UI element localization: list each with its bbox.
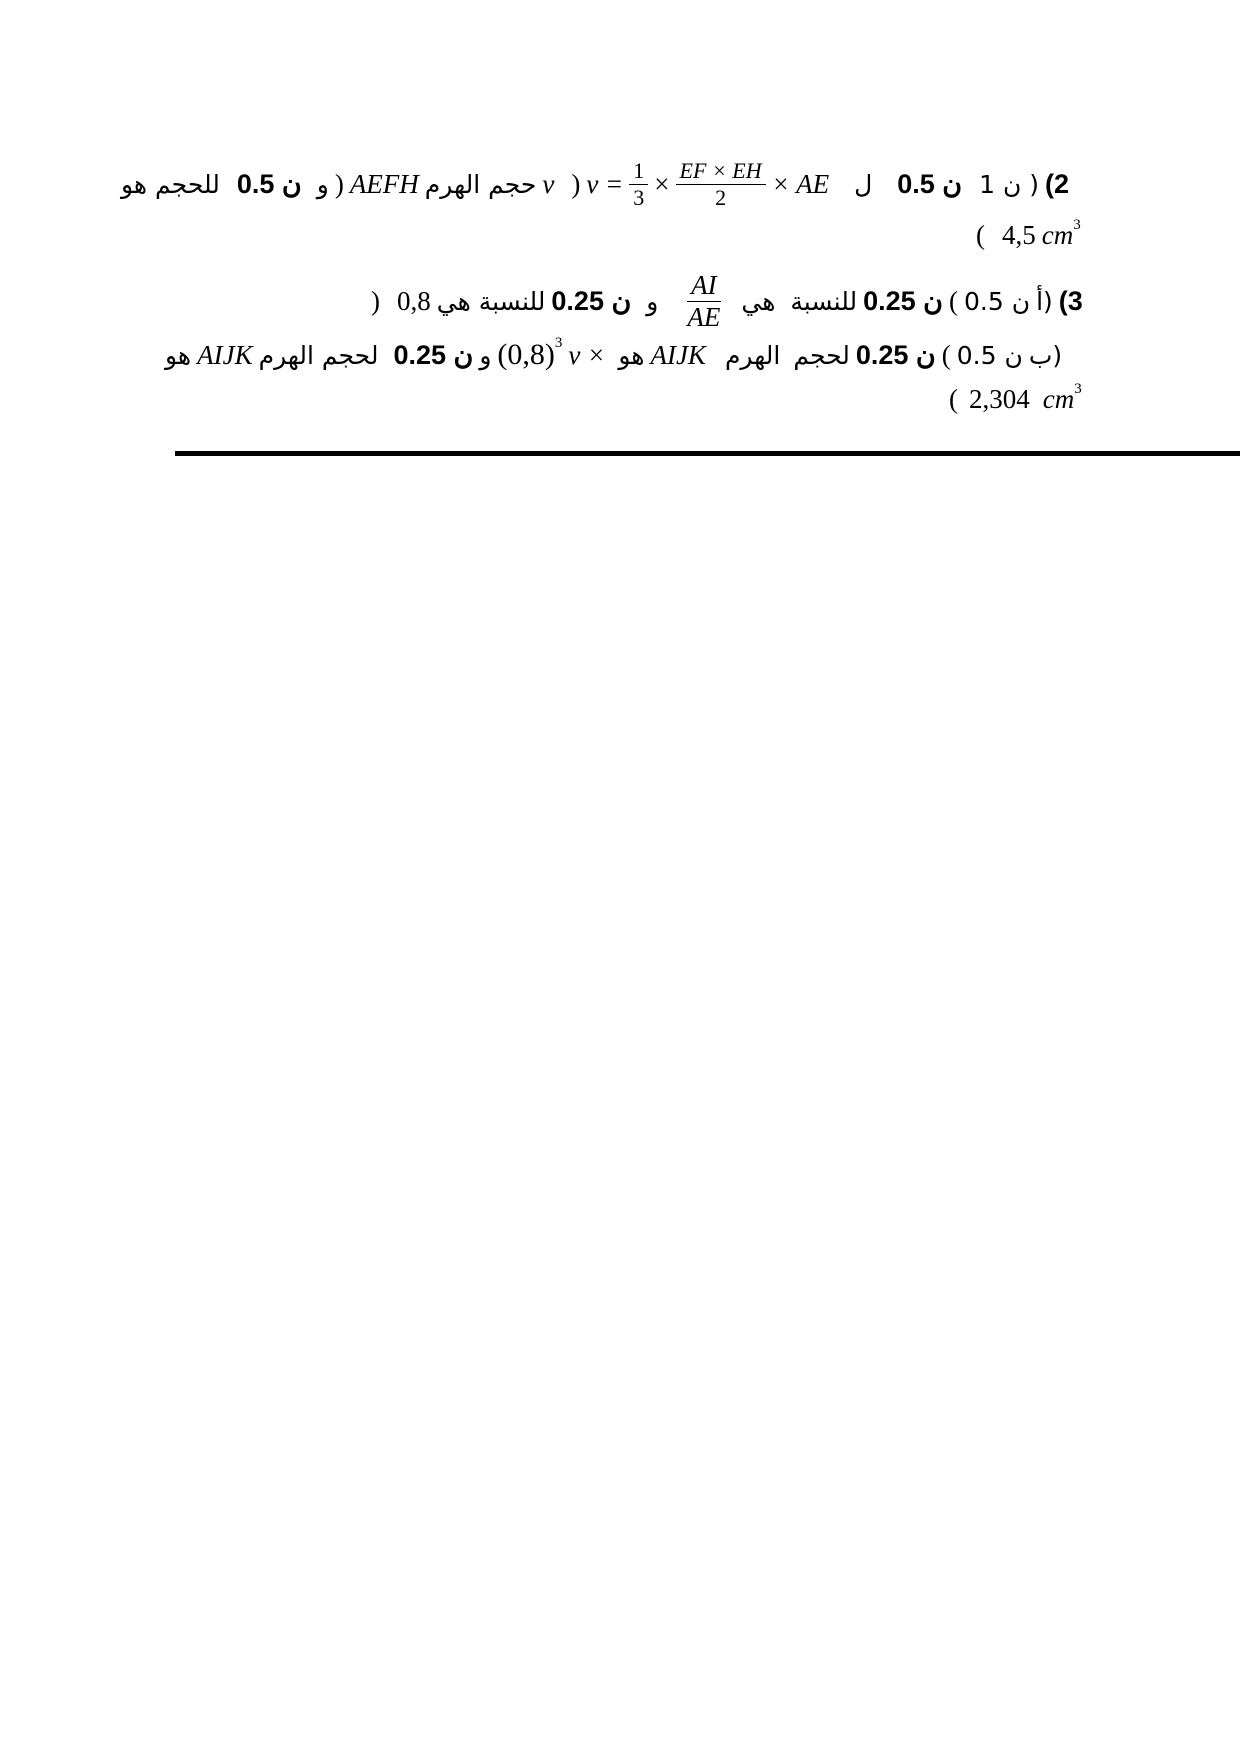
text: )	[371, 286, 380, 316]
text: هو	[165, 340, 192, 370]
section-divider	[175, 451, 1240, 456]
formula: v ×	[568, 339, 606, 370]
text: )	[334, 169, 344, 199]
text: و	[316, 170, 329, 199]
answer-line-2	[118, 160, 1072, 209]
pyramid-name: AIJK	[650, 339, 706, 370]
text: لحجم الهرم	[258, 340, 379, 370]
text: )	[571, 169, 581, 199]
answer-line-3b-result	[946, 381, 1085, 414]
text: للحجم هو	[121, 170, 220, 199]
text: للنسبة هي	[436, 287, 546, 316]
times: ×	[654, 169, 670, 199]
value: 2,304	[969, 384, 1030, 414]
fraction-base-area: $\frac{EF \times EH}{2}$	[676, 160, 766, 209]
points: 0.25 ن	[863, 286, 943, 316]
unit: $cm^3$	[1041, 217, 1081, 250]
question-number: (3	[1058, 286, 1083, 316]
text: 0.5 ن	[963, 287, 1031, 316]
question-number: (2	[1045, 169, 1070, 199]
text: و	[479, 340, 492, 370]
text: ب)	[1028, 340, 1063, 370]
value: 0,8	[397, 286, 431, 316]
fraction-one-third: $\frac{1}{3}$	[629, 160, 648, 209]
text: (	[949, 384, 958, 414]
text: حجم الهرم	[424, 170, 537, 199]
pyramid-name: AIJK	[197, 339, 253, 370]
value: 4,5	[1002, 220, 1036, 250]
text: 1 ن )	[979, 170, 1040, 199]
points: 0.5 ن	[897, 169, 963, 199]
text: هي	[741, 287, 776, 316]
text: لحجم	[793, 340, 850, 370]
formula-tail: × AE	[771, 169, 830, 199]
text: (	[948, 286, 958, 316]
text: 0.5 ن	[956, 340, 1023, 370]
points: 0.5 ن	[236, 169, 302, 199]
text: (	[941, 339, 951, 370]
points: 0.25 ن	[855, 339, 936, 370]
text: هو	[618, 340, 645, 370]
answer-line-3a	[368, 272, 1086, 331]
answer-line-2-result	[973, 217, 1084, 250]
power: $(0,8)^3$	[497, 335, 563, 371]
text: ل	[854, 170, 873, 199]
pyramid-name: AEFH	[349, 169, 419, 199]
text: و	[646, 287, 659, 316]
fraction-ratio: $\frac{AI}{AE}$	[687, 270, 721, 332]
text: (	[976, 220, 985, 250]
answer-line-3b	[162, 335, 1065, 371]
formula-lhs: v =	[586, 169, 624, 199]
unit: $cm^3$	[1042, 381, 1082, 414]
text: للنسبة	[790, 287, 858, 316]
points: 0.25 ن	[551, 286, 632, 316]
points: 0.25 ن	[393, 339, 474, 370]
variable: v	[542, 169, 555, 199]
text: الهرم	[724, 340, 781, 370]
text: أ)	[1036, 287, 1053, 316]
